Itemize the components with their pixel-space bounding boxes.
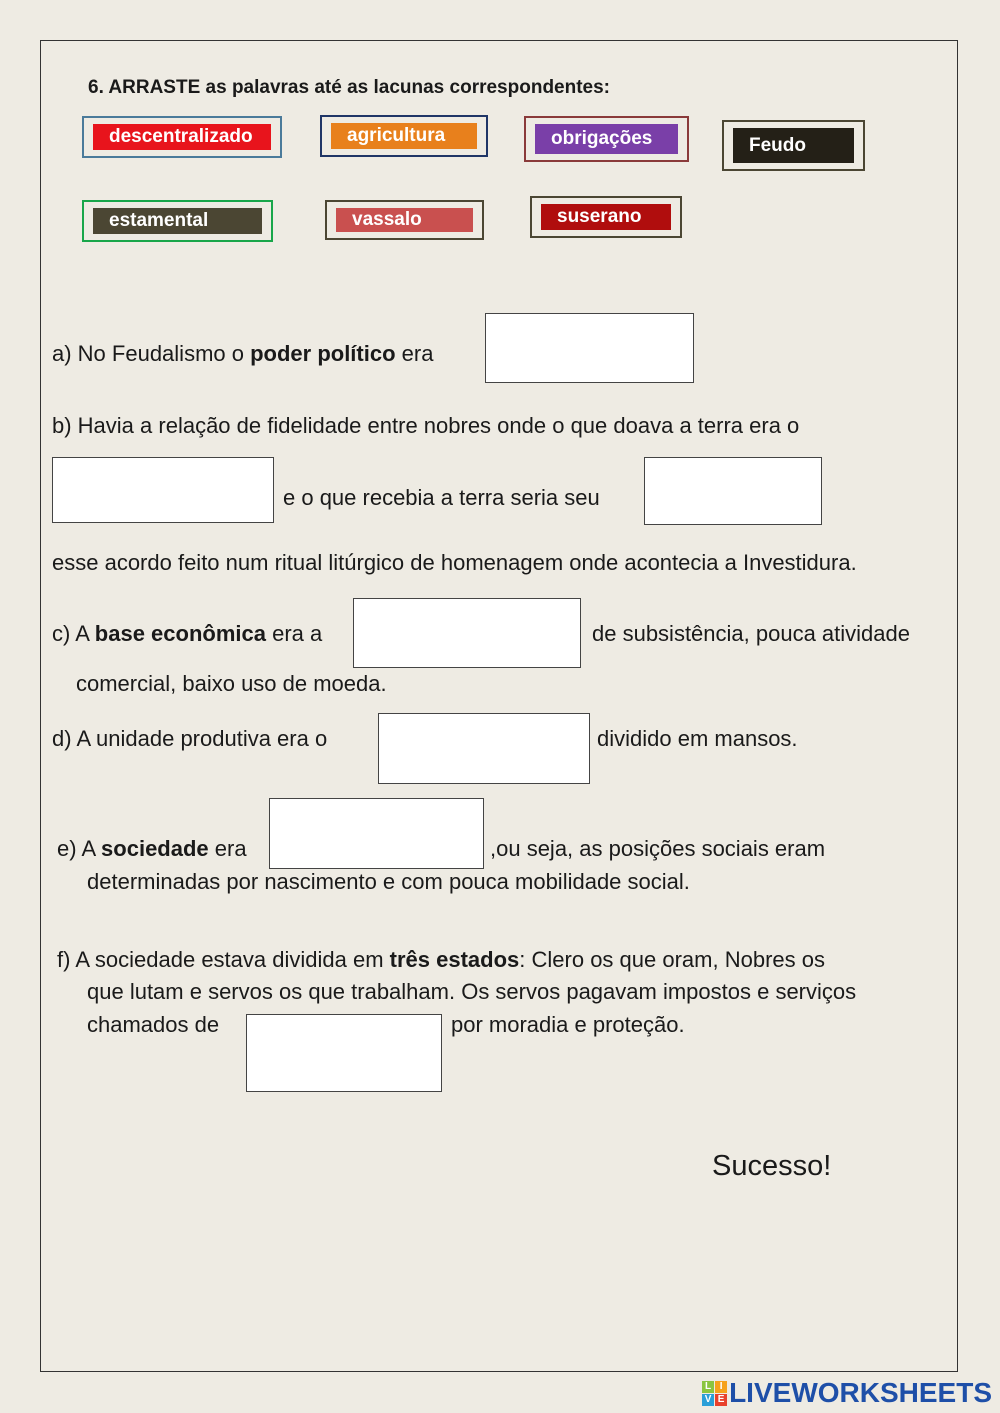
question-a <box>52 341 433 367</box>
word-chip-label: Feudo <box>733 128 854 163</box>
word-chip-label: suserano <box>541 204 671 230</box>
question-a-text-end: era <box>395 341 434 366</box>
question-c-line2: comercial, baixo uso de moeda. <box>76 671 387 696</box>
question-f-text-end: : Clero os que oram, Nobres os <box>519 947 825 972</box>
question-f <box>57 947 825 973</box>
question-c <box>52 621 322 647</box>
question-e-after: ,ou seja, as posições sociais eram <box>490 836 826 861</box>
drop-zone-b2[interactable] <box>644 457 822 525</box>
question-c-after: de subsistência, pouca atividade <box>592 621 910 646</box>
question-a-text: a) No Feudalismo o <box>52 341 251 366</box>
liveworksheets-logo[interactable] <box>702 1378 992 1408</box>
instruction-title: 6. ARRASTE as palavras até as lacunas correspondentes: <box>88 77 611 98</box>
question-c-text-end: era a <box>265 621 323 646</box>
question-e-line2: determinadas por nascimento e com pouca mobilidade social. <box>87 869 690 894</box>
word-chip-vassalo[interactable] <box>325 200 484 240</box>
drop-zone-d[interactable] <box>378 713 590 784</box>
question-f-line2: que lutam e servos os que trabalham. Os servos pagavam impostos e serviços <box>87 979 857 1004</box>
word-chip-obrigacoes[interactable] <box>524 116 689 162</box>
word-chip-suserano[interactable] <box>530 196 682 238</box>
logo-badge-letter: E <box>715 1394 727 1406</box>
drop-zone-c[interactable] <box>353 598 581 668</box>
word-chip-label: estamental <box>93 208 262 234</box>
drop-zone-b1[interactable] <box>52 457 274 523</box>
logo-badge-letter: V <box>702 1394 714 1406</box>
question-e-text-end: era <box>208 836 247 861</box>
question-a-bold: poder político <box>250 341 396 366</box>
question-d: d) A unidade produtiva era o <box>52 726 328 751</box>
drop-zone-e[interactable] <box>269 798 484 869</box>
question-b-mid: e o que recebia a terra seria seu <box>283 485 600 510</box>
question-c-bold: base econômica <box>94 621 266 646</box>
word-chip-label: obrigações <box>535 124 678 154</box>
logo-badge-icon <box>702 1381 727 1406</box>
logo-wordmark: LIVEWORKSHEETS <box>729 1377 992 1408</box>
drop-zone-f[interactable] <box>246 1014 442 1092</box>
question-f-after: por moradia e proteção. <box>451 1012 685 1037</box>
question-e <box>57 836 247 862</box>
question-b-line1: b) Havia a relação de fidelidade entre nobres onde o que doava a terra era o <box>52 413 800 438</box>
logo-badge-letter: I <box>715 1381 727 1393</box>
question-c-text: c) A <box>52 621 95 646</box>
question-b-line3: esse acordo feito num ritual litúrgico de homenagem onde acontecia a Investidura. <box>52 550 857 575</box>
word-chip-agricultura[interactable] <box>320 115 488 157</box>
question-e-bold: sociedade <box>101 836 209 861</box>
word-chip-label: descentralizado <box>93 124 271 150</box>
word-chip-descentralizado[interactable] <box>82 116 282 158</box>
question-e-text: e) A <box>57 836 102 861</box>
closing-message: Sucesso! <box>712 1150 832 1182</box>
question-d-after: dividido em mansos. <box>597 726 798 751</box>
word-chip-label: agricultura <box>331 123 477 149</box>
question-f-text: f) A sociedade estava dividida em <box>57 947 390 972</box>
question-f-bold: três estados <box>389 947 520 972</box>
drop-zone-a[interactable] <box>485 313 694 383</box>
logo-badge-letter: L <box>702 1381 714 1393</box>
word-chip-label: vassalo <box>336 208 473 232</box>
question-f-line3: chamados de <box>87 1012 220 1037</box>
word-chip-feudo[interactable] <box>722 120 865 171</box>
word-chip-estamental[interactable] <box>82 200 273 242</box>
